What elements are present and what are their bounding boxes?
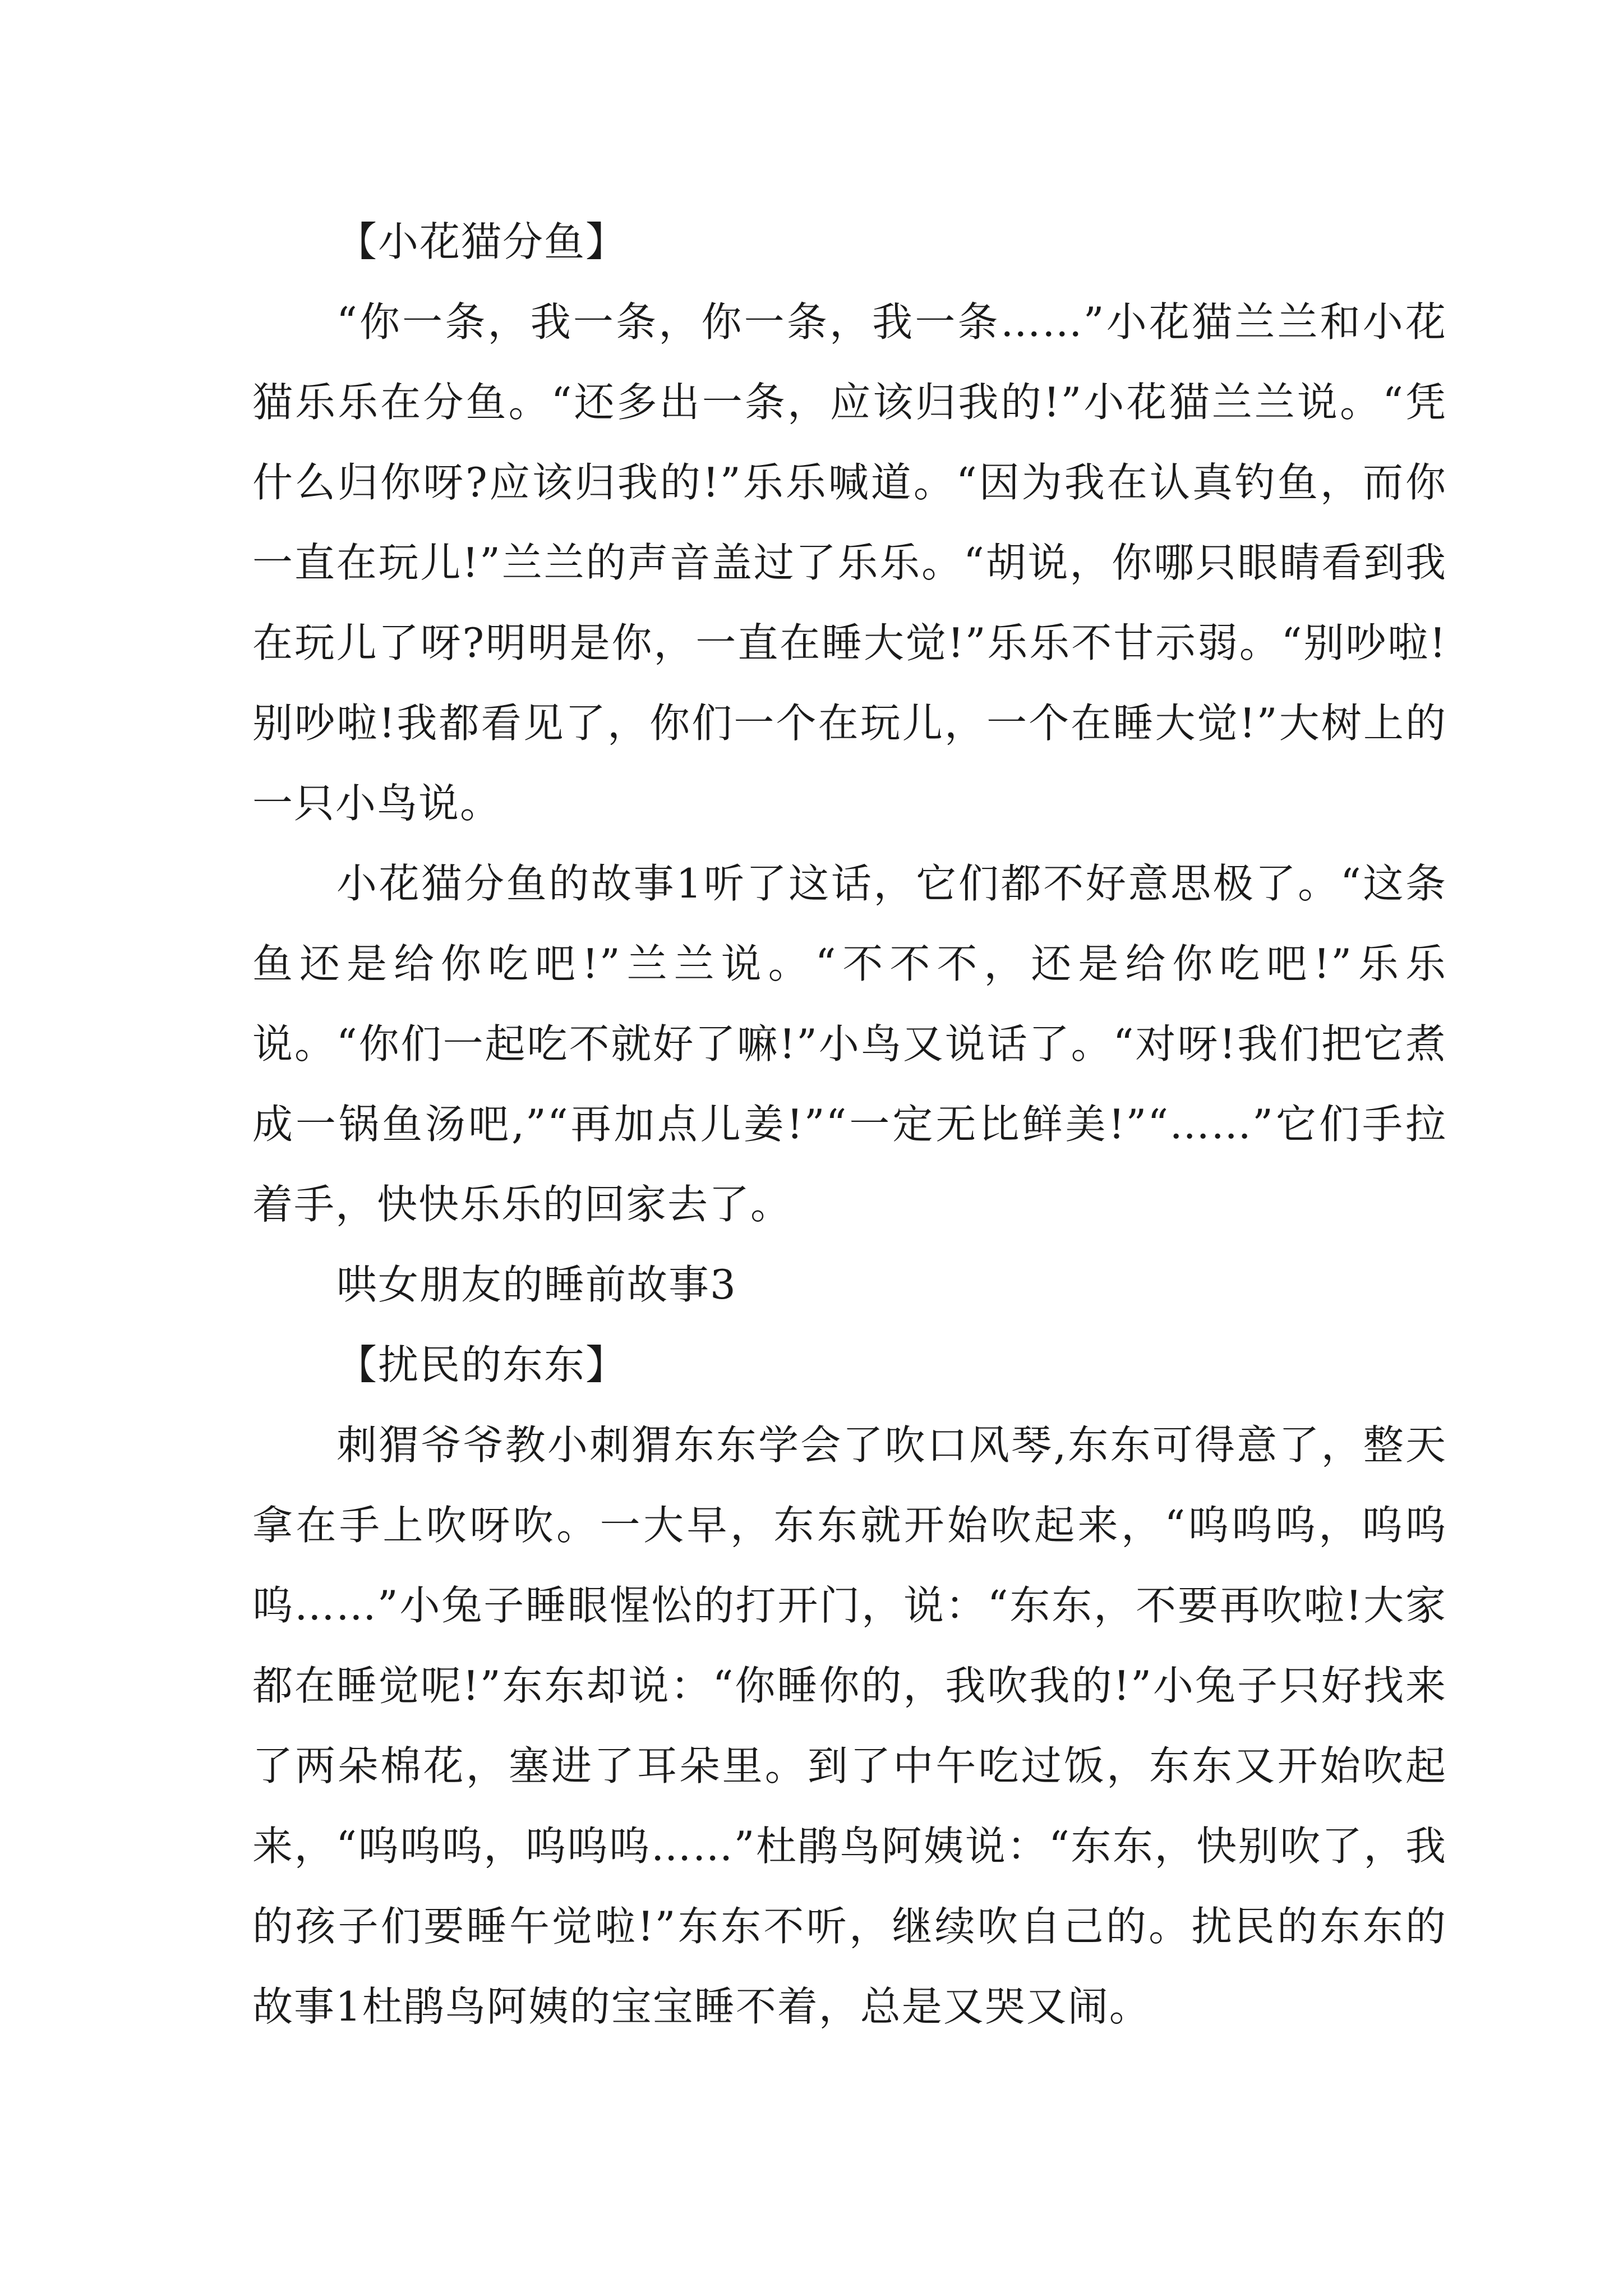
story-title-3: 哄女朋友的睡前故事3 [336, 1261, 737, 1308]
section-heading-dongdong: 【扰民的东东】 [336, 1341, 628, 1388]
section-heading-cat: 【小花猫分鱼】 [336, 218, 628, 265]
paragraph-dongdong-1: 刺猬爷爷教小刺猬东东学会了吹口风琴,东东可得意了，整天拿在手上吹呀吹。一大早，东东就开始吹起来，“呜呜呜，呜呜呜……”小兔子睡眼惺忪的打开门，说：“东东，不要再吹啦!大家都在睡觉呢!”东东却说：“你睡你的，我吹我的!”小兔子只好找来了两朵棉花，塞进了耳朵里。到了中午吃过饭，东东又开始吹起来，“呜呜呜，呜呜呜……”杜鹃鸟阿姨说：“东东，快别吹了，我的孩子们要睡午觉啦!”东东不听，继续吹自己的。扰民的东东的故事1杜鹃鸟阿姨的宝宝睡不着，总是又哭又闹。 [252, 1421, 1447, 2030]
paragraph-cat-1: “你一条，我一条，你一条，我一条……”小花猫兰兰和小花猫乐乐在分鱼。“还多出一条，应该归我的!”小花猫兰兰说。“凭什么归你呀?应该归我的!”乐乐喊道。“因为我在认真钓鱼，而你一直在玩儿!”兰兰的声音盖过了乐乐。“胡说，你哪只眼睛看到我在玩儿了呀?明明是你，一直在睡大觉!”乐乐不甘示弱。“别吵啦!别吵啦!我都看见了，你们一个在玩儿，一个在睡大觉!”大树上的一只小鸟说。 [252, 298, 1447, 827]
document-body [252, 202, 1447, 2047]
paragraph-cat-2: 小花猫分鱼的故事1听了这话，它们都不好意思极了。“这条鱼还是给你吃吧!”兰兰说。“不不不，还是给你吃吧!”乐乐说。“你们一起吃不就好了嘛!”小鸟又说话了。“对呀!我们把它煮成一锅鱼汤吧,”“再加点儿姜!”“一定无比鲜美!”“……”它们手拉着手，快快乐乐的回家去了。 [252, 860, 1447, 1228]
